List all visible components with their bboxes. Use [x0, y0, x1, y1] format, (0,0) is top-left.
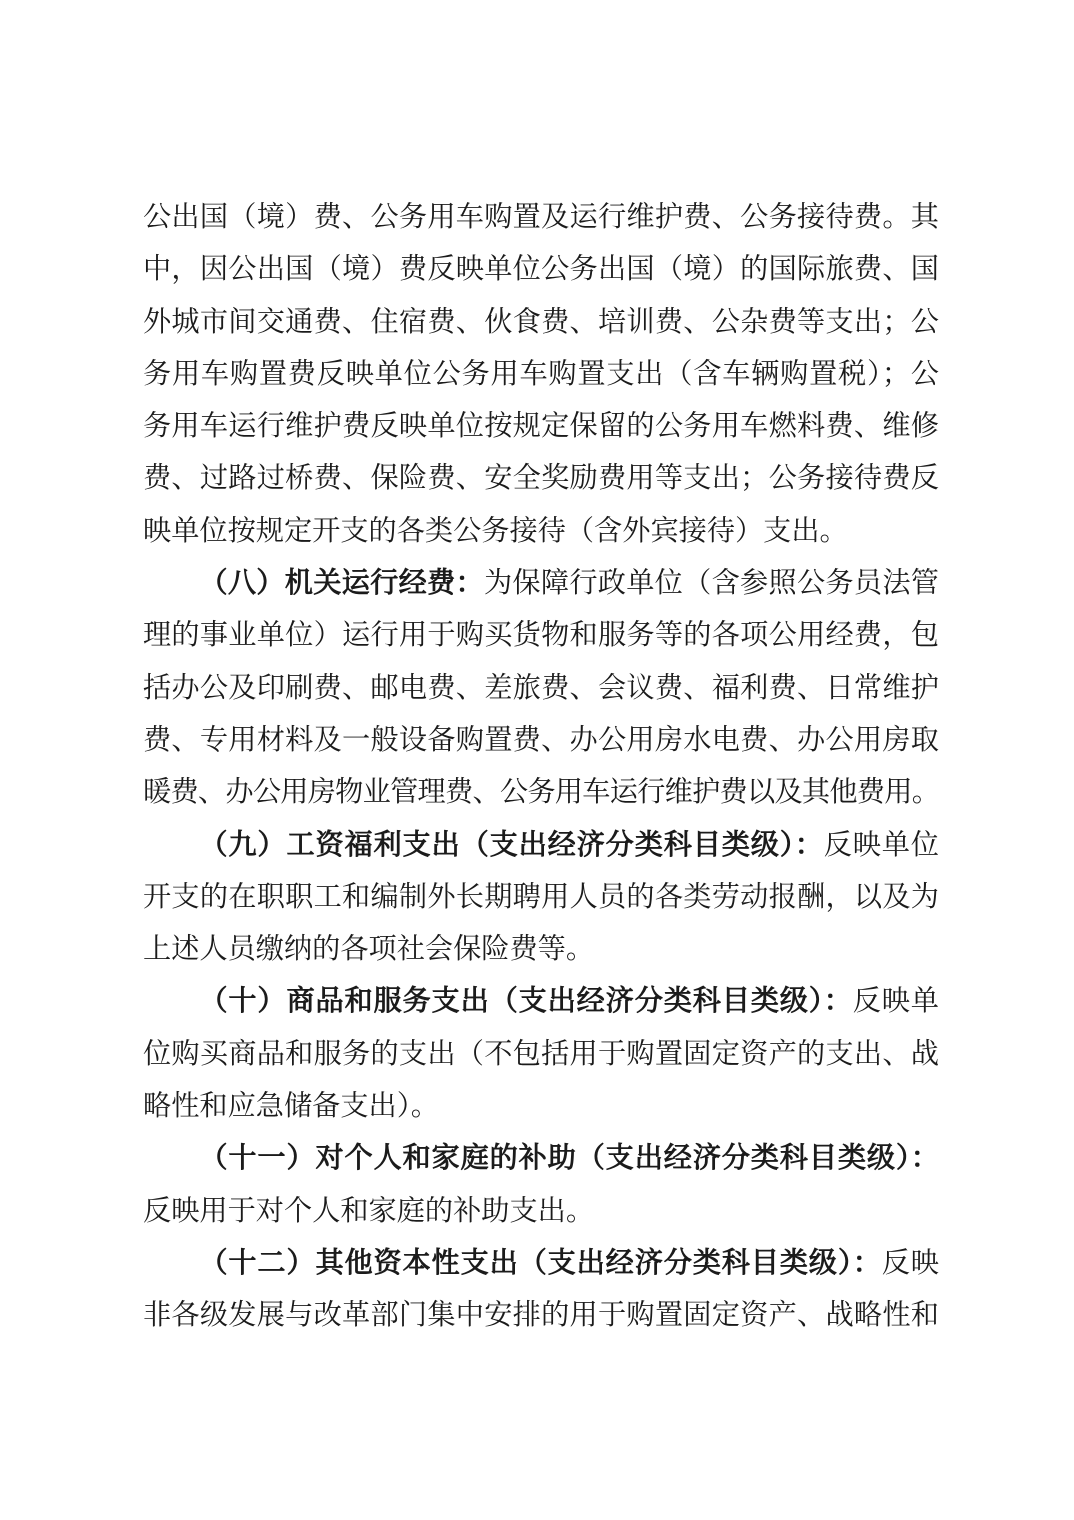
heading-segment: （十一）对个人和家庭的补助（支出经济分类科目类级）： — [199, 1143, 939, 1175]
text-segment: 反映单位 — [823, 829, 939, 861]
text-line — [143, 192, 939, 244]
text-line — [143, 610, 939, 662]
text-line — [143, 872, 939, 924]
text-segment: 反映用于对个人和家庭的补助支出。 — [143, 1195, 595, 1227]
text-line — [143, 349, 939, 401]
text-line — [143, 1290, 939, 1342]
text-segment: 务用车购置费反映单位公务用车购置支出（含车辆购置税）；公 — [143, 358, 939, 390]
text-segment: 外城市间交通费、住宿费、伙食费、培训费、公杂费等支出；公 — [143, 306, 939, 338]
text-segment: 反映单 — [852, 986, 939, 1018]
text-line — [143, 1029, 939, 1081]
text-segment: 映单位按规定开支的各类公务接待（含外宾接待）支出。 — [143, 515, 848, 547]
text-segment: 反映 — [881, 1247, 939, 1279]
text-segment: 暖费、办公用房物业管理费、公务用车运行维护费以及其他费用。 — [143, 777, 939, 809]
text-line — [143, 1238, 939, 1290]
text-line — [143, 715, 939, 767]
text-segment: 略性和应急储备支出）。 — [143, 1091, 439, 1123]
text-segment: 理的事业单位）运行用于购买货物和服务等的各项公用经费，包 — [143, 620, 939, 652]
text-line — [143, 1081, 939, 1133]
text-segment: 费、专用材料及一般设备购置费、办公用房水电费、办公用房取 — [143, 724, 939, 756]
text-line — [143, 976, 939, 1028]
text-line — [143, 244, 939, 296]
text-segment: 公出国（境）费、公务用车购置及运行维护费、公务接待费。其 — [143, 202, 939, 233]
text-segment: 中，因公出国（境）费反映单位公务出国（境）的国际旅费、国 — [143, 254, 939, 286]
heading-segment: （十）商品和服务支出（支出经济分类科目类级）： — [199, 986, 853, 1018]
text-line — [143, 767, 939, 819]
text-line — [143, 924, 939, 976]
text-segment: 非各级发展与改革部门集中安排的用于购置固定资产、战略性和 — [143, 1300, 939, 1332]
heading-segment: （九）工资福利支出（支出经济分类科目类级）： — [199, 829, 824, 861]
text-line — [143, 1186, 939, 1238]
text-line — [143, 663, 939, 715]
heading-segment: （十二）其他资本性支出（支出经济分类科目类级）： — [199, 1247, 882, 1279]
text-segment: 费、过路过桥费、保险费、安全奖励费用等支出；公务接待费反 — [143, 463, 939, 495]
text-segment: 为保障行政单位（含参照公务员法管 — [483, 568, 939, 600]
text-segment: 位购买商品和服务的支出（不包括用于购置固定资产的支出、战 — [143, 1038, 939, 1070]
heading-segment: （八）机关运行经费： — [199, 568, 484, 600]
text-line — [143, 401, 939, 453]
text-segment: 务用车运行维护费反映单位按规定保留的公务用车燃料费、维修 — [143, 411, 939, 443]
text-line — [143, 506, 939, 558]
text-line — [143, 820, 939, 872]
text-line — [143, 297, 939, 349]
text-segment: 括办公及印刷费、邮电费、差旅费、会议费、福利费、日常维护 — [143, 672, 939, 704]
text-line — [143, 1133, 939, 1185]
text-segment: 上述人员缴纳的各项社会保险费等。 — [143, 934, 595, 966]
text-segment: 开支的在职职工和编制外长期聘用人员的各类劳动报酬，以及为 — [143, 881, 939, 913]
document-body — [143, 192, 939, 1343]
text-line — [143, 453, 939, 505]
text-line — [143, 558, 939, 610]
